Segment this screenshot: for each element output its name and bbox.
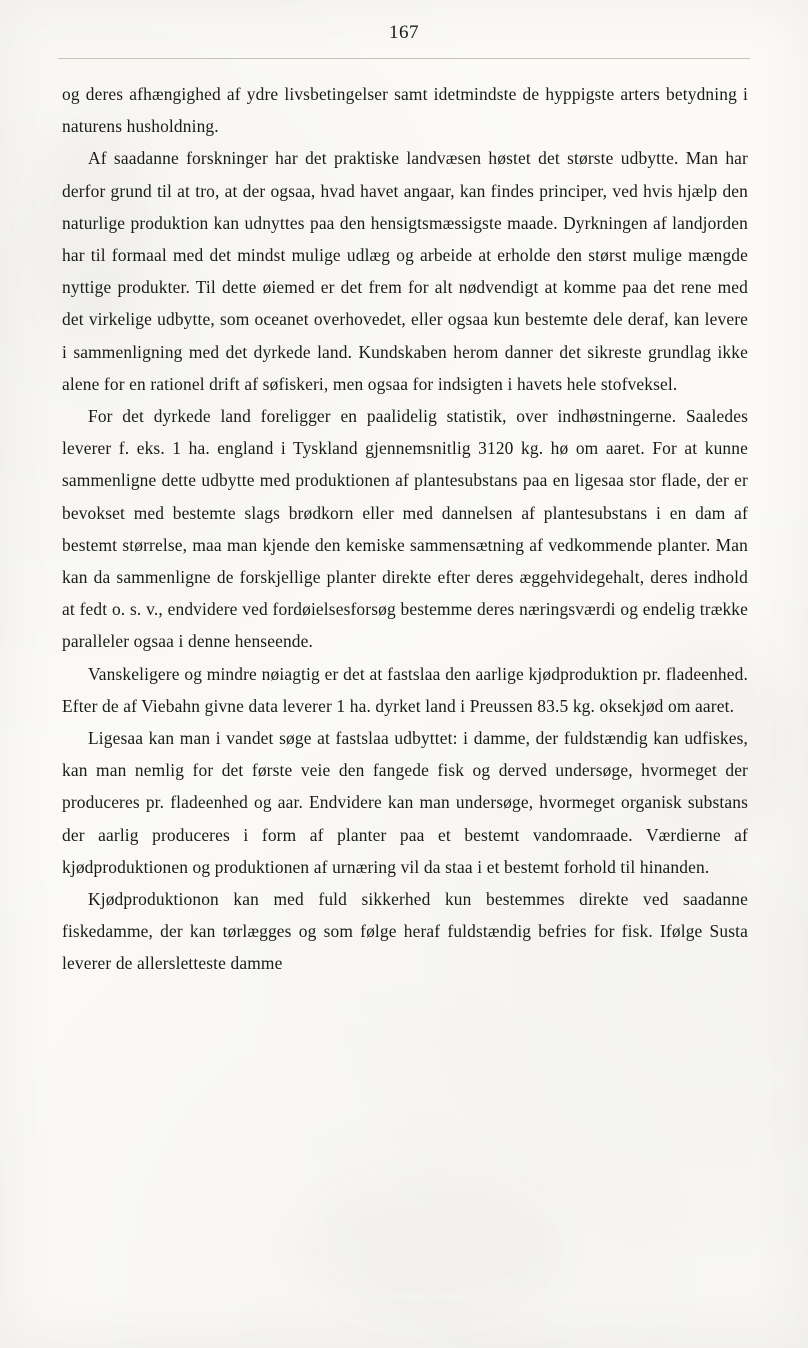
page-number: 167 [389, 22, 419, 43]
paragraph-5: Ligesaa kan man i vandet søge at fastslaa udbyttet: i damme, der fuldstændig kan udfiskes, kan man nemlig for det første veie den fangede fisk og derved undersøge, hvormeget der produceres pr. fladeenhed og aar. Endvidere kan man undersøge, hvormeget organisk substans der aarlig produceres i form af planter paa et bestemt vandomraade. Værdierne af kjødproduktionen og produktionen af urnæring vil da staa i et bestemt forhold til hinanden. [62, 728, 748, 877]
paragraph-3: For det dyrkede land foreligger en paalidelig statistik, over indhøstningerne. Saaledes leverer f. eks. 1 ha. england i Tyskland gjennemsnitlig 3120 kg. hø om aaret. For at kunne sammenligne dette udbytte med produktionen af plantesubstans paa en ligesaa stor flade, der er bevokset med bestemte slags brødkorn eller med dannelsen af plantesubstans i en dam af bestemt størrelse, maa man kjende den kemiske sammensætning af vedkommende planter. Man kan da sammenligne de forskjellige planter direkte efter deres æggehvidegehalt, deres indhold at fedt o. s. v., endvidere ved fordøielsesforsøg bestemme deres næringsværdi og endelig trække paralleler ogsaa i denne henseende. [62, 406, 748, 652]
paragraph-4: Vanskeligere og mindre nøiagtig er det at fastslaa den aarlige kjødproduktion pr. fladeenhed. Efter de af Viebahn givne data leverer 1 ha. dyrket land i Preussen 83.5 kg. oksekjød om aaret. [62, 663, 748, 716]
paragraph-6: Kjødproduktionon kan med fuld sikkerhed kun bestemmes direkte ved saadanne fiskedamme, der kan tørlægges og som følge heraf fuldstændig befries for fisk. Ifølge Susta leverer de allersletteste damme [62, 889, 748, 974]
paragraph-2: Af saadanne forskninger har det praktiske landvæsen høstet det største udbytte. Man har derfor grund til at tro, at der ogsaa, hvad havet angaar, kan findes principer, ved hvis hjælp den naturlige produktion kan udnyttes paa den hensigtsmæssigste maade. Dyrkningen af landjorden har til formaal med det mindst mulige udlæg og arbeide at erholde den størst mulige mængde nyttige produkter. Til dette øiemed er det frem for alt nødvendigt at komme paa det rene med det virkelige udbytte, som oceanet overhovedet, eller ogsaa kun bestemte dele deraf, kan levere i sammenligning med det dyrkede land. Kundskaben herom danner det sikreste grundlag ikke alene for en rationel drift af søfiskeri, men ogsaa for indsigten i havets hele stofveksel. [62, 148, 748, 394]
scan-blotch [300, 1180, 560, 1320]
header-rule [58, 58, 750, 59]
paragraph-1: og deres afhængighed af ydre livsbetingelser samt idetmindste de hyppigste arters betydning i naturens husholdning. [62, 84, 748, 137]
body-text [62, 78, 748, 980]
